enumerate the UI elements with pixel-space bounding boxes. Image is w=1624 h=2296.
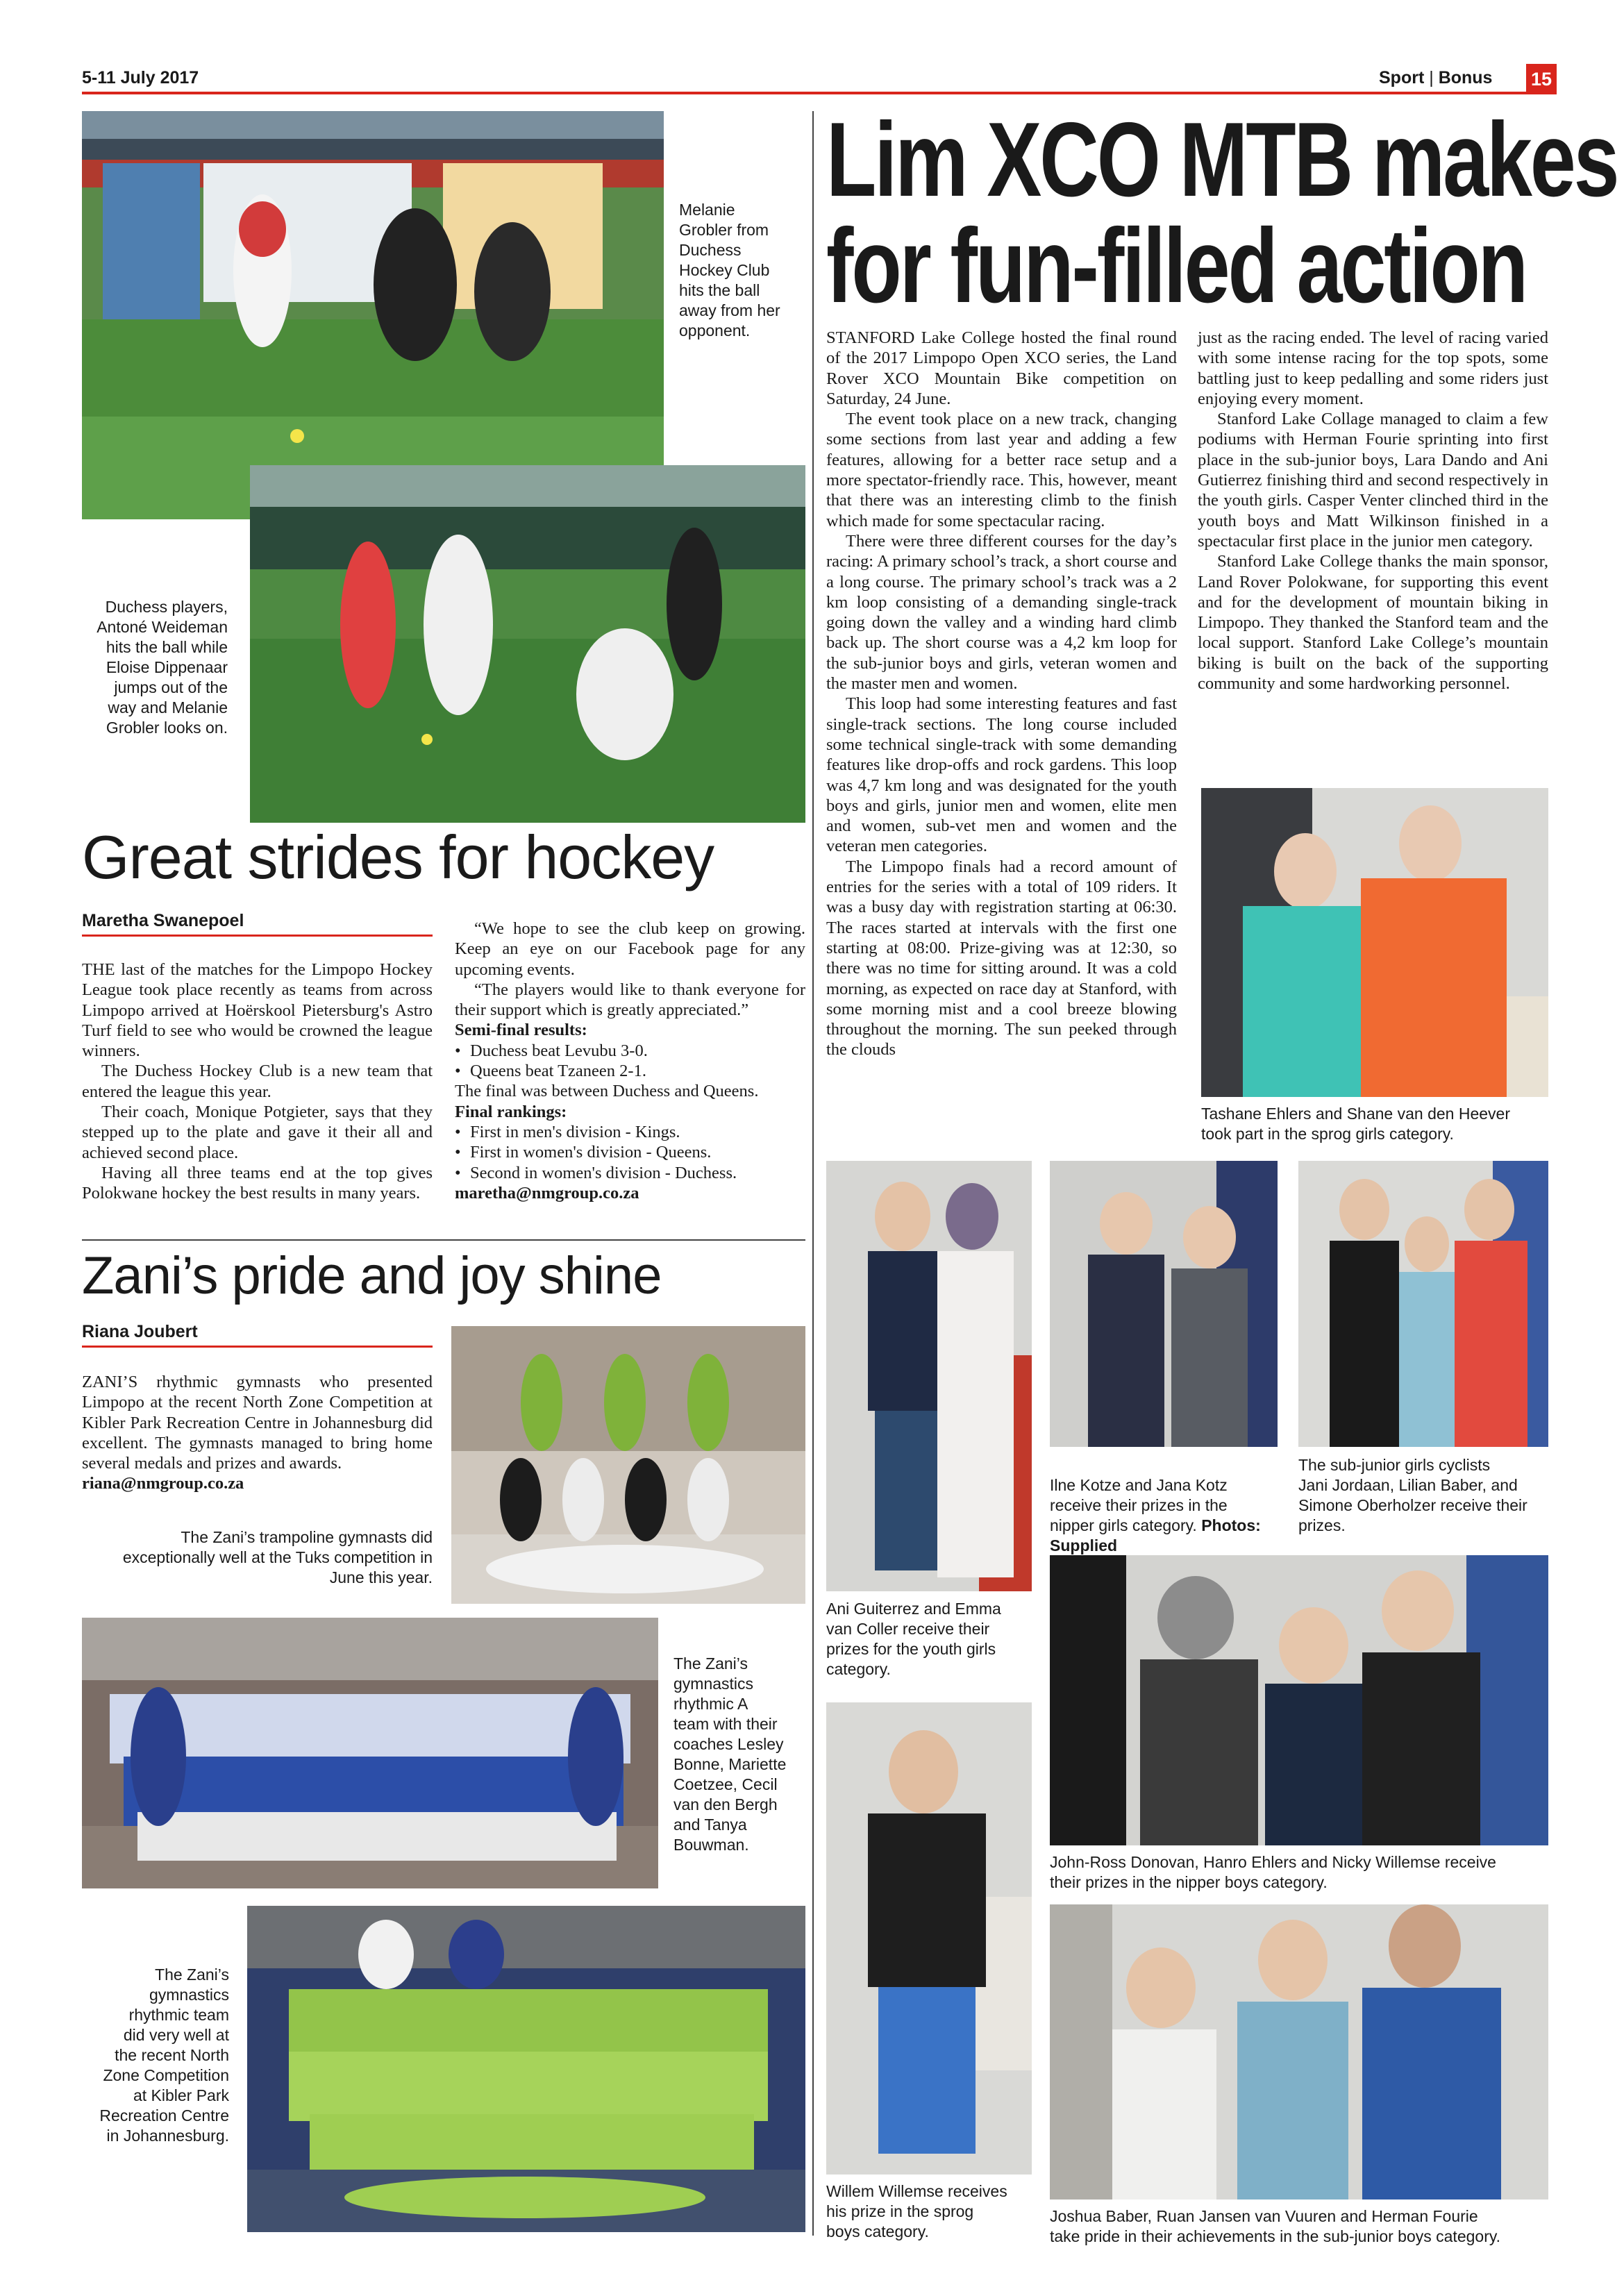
caption-nipper-girls [1050, 1455, 1286, 1556]
caption-subjunior-boys: Joshua Baber, Ruan Jansen van Vuuren and Herman Fourie take pride in their achievements in the sub-junior boys category. [1050, 2207, 1501, 2245]
mtb-column-1 [826, 328, 1177, 1060]
mtb-para-4: This loop had some interesting features and fast single-track sections. The long course included some technical single-track with some demanding features like drop-offs and rock gardens. This loop was 4,7 km long and was designated for the youth boys and girls, junior men and women, elite men and women, sub-vet men and women and the veteran men categories. [826, 694, 1177, 856]
mtb-para-7: Stanford Lake Collage managed to claim a few podiums with Herman Fourie sprinting into first place in the sub-junior boys, Lara Dando and Ani Gutierrez finishing third and second respectively in the youth girls. Casper Venter clinched third in the youth boys and Matt Wilkinson finished in a spectacular first place in the junior men category. [1198, 410, 1548, 551]
subsection-name: Bonus [1438, 68, 1493, 87]
sprog-girls-photo [1201, 788, 1548, 1097]
mtb-para-8: Stanford Lake College thanks the main sponsor, Land Rover Polokwane, for supporting this event and for the development of mountain biking in Limpopo. They thanked the Stanford team and the local support. Stanford Lake College’s mountain biking is built on the back of the supporting community and some hardworking personnel. [1198, 552, 1548, 694]
final-line: The final was between Duchess and Queens. [455, 1082, 759, 1101]
hockey-column-2 [455, 919, 805, 1203]
caption-subjunior-girls: The sub-junior girls cyclists Jani Jordaan, Lilian Baber, and Simone Oberholzer receive their prizes. [1298, 1456, 1527, 1534]
zani-headline: Zani’s pride and joy shine [82, 1246, 662, 1305]
rankings-heading: Final rankings: [455, 1102, 567, 1121]
caption-nipper-girls-text: Ilne Kotze and Jana Kotz receive their prizes in the nipper girls category. [1050, 1476, 1228, 1534]
caption-youth-girls: Ani Guiterrez and Emma van Coller receive their prizes for the youth girls category. [826, 1600, 1001, 1678]
hockey-byline: Maretha Swanepoel [82, 911, 244, 930]
mtb-column-2 [1198, 328, 1548, 694]
issue-date: 5-11 July 2017 [82, 68, 199, 87]
rhythmic-team-photo [247, 1906, 805, 2232]
mtb-para-3: There were three different courses for the day’s racing: A primary school’s track, a short course and a long course. The primary school’s track was a 2 km loop consisting of a demanding single-track going down the valley and a winding hard climb back up. The short course was a 4,2 km loop for the sub-junior boys and girls, veteran women and the master men and women. [826, 531, 1177, 694]
ranking-item: • First in men's division - Kings. [455, 1122, 805, 1142]
column-divider [812, 111, 814, 2236]
mtb-para-5: The Limpopo finals had a record amount of entries for the series with a total of 109 riders. It was a busy day with registration starting at 06:30. The races started at intervals with the first one starting at 08:00. Prize-giving was at 12:30, so there was no time for sitting around. It was a cold morning, as expected on race day at Stanford, with some morning mist and a cool breeze blowing throughout the morning. The sun peeked through the clouds [826, 857, 1177, 1059]
hockey-caption-mid: Duchess players, Antoné Weideman hits the ball while Eloise Dippenaar jumps out of the way and Melanie Grobler looks on. [97, 598, 228, 737]
hockey-photo-1 [82, 111, 664, 519]
semi-final-heading: Semi-final results: [455, 1021, 587, 1040]
mtb-para-2: The event took place on a new track, changing some sections from last year and adding a few features, allowing for a better race setup and a more spectator-friendly race. This, however, meant that there was an interesting climb to the finish which made for some spectacular racing. [826, 410, 1177, 530]
caption-sprog-boy: Willem Willemse receives his prize in the sprog boys category. [826, 2182, 1007, 2240]
zani-caption-trampoline: The Zani’s trampoline gymnasts did exceptionally well at the Tuks competition in June this year. [122, 1528, 433, 1586]
caption-nipper-boys: John-Ross Donovan, Hanro Ehlers and Nicky Willemse receive their prizes in the nipper boys category. [1050, 1853, 1496, 1891]
zani-byline-rule [82, 1346, 433, 1348]
zani-byline: Riana Joubert [82, 1322, 198, 1341]
hockey-para-2: The Duchess Hockey Club is a new team that entered the league this year. [82, 1062, 433, 1101]
photos-credit-source: Supplied [1050, 1536, 1118, 1555]
ranking-item: • Second in women's division - Duchess. [455, 1163, 805, 1183]
section-divider: | [1429, 68, 1439, 87]
hockey-para-4: Having all three teams end at the top gives Polokwane hockey the best results in many years. [82, 1163, 433, 1203]
hockey-caption-top: Melanie Grobler from Duchess Hockey Club hits the ball away from her opponent. [679, 201, 780, 340]
caption-sprog-girls: Tashane Ehlers and Shane van den Heever took part in the sprog girls category. [1201, 1105, 1510, 1143]
mtb-headline-line-1: Lim XCO MTB makes [826, 101, 1618, 219]
semi-final-list [455, 1041, 805, 1082]
subjunior-boys-photo [1050, 1904, 1548, 2199]
hockey-para-1: THE last of the matches for the Limpopo Hockey League took place recently as teams from across Limpopo arrived at Hoërskool Pietersburg's Astro Turf field to see who would be crowned the league winners. [82, 960, 433, 1061]
nipper-boys-photo [1050, 1555, 1548, 1845]
sprog-boy-photo [826, 1702, 1032, 2175]
nipper-girls-photo [1050, 1161, 1278, 1447]
zani-author-email: riana@nmgroup.co.za [82, 1474, 244, 1493]
subjunior-girls-photo [1298, 1161, 1548, 1447]
hockey-headline: Great strides for hockey [82, 823, 714, 891]
rankings-list [455, 1122, 805, 1183]
ranking-item: • First in women's division - Queens. [455, 1142, 805, 1162]
hockey-quote-1: “We hope to see the club keep on growing. Keep an eye on our Facebook page for any upcoming events. [455, 919, 805, 979]
photos-credit-label: Photos: [1201, 1516, 1261, 1534]
header-rule [82, 92, 1557, 94]
zani-body [82, 1372, 433, 1494]
hockey-photo-2 [250, 465, 805, 823]
hockey-quote-2: “The players would like to thank everyone for their support which is greatly appreciated.” [455, 980, 805, 1020]
semi-final-item: • Queens beat Tzaneen 2-1. [455, 1061, 805, 1081]
zani-caption-team-a: The Zani’s gymnastics rhythmic A team with their coaches Lesley Bonne, Mariette Coetzee, Cecil van den Bergh and Tanya Bouwman. [673, 1654, 787, 1854]
mtb-headline-line-2: for fun-filled action [826, 207, 1527, 325]
youth-girls-photo [826, 1161, 1032, 1591]
hockey-para-3: Their coach, Monique Potgieter, says that they stepped up to the plate and gave it their all and achieved second place. [82, 1103, 433, 1162]
trampoline-team-photo [451, 1326, 805, 1604]
section-label [1379, 68, 1492, 88]
mtb-para-6: just as the racing ended. The level of racing varied with some intense racing for the top spots, some battling just to keep pedalling and some riders just enjoying every moment. [1198, 328, 1548, 408]
page-number-badge: 15 [1526, 64, 1557, 94]
mtb-para-1: STANFORD Lake College hosted the final round of the 2017 Limpopo Open XCO series, the Land Rover XCO Mountain Bike competition on Saturday, 24 June. [826, 328, 1177, 408]
hockey-bottom-rule [82, 1239, 805, 1241]
hockey-byline-rule [82, 935, 433, 937]
hockey-column-1 [82, 960, 433, 1204]
zani-para: ZANI’S rhythmic gymnasts who presented Limpopo at the recent North Zone Competition at Kibler Park Recreation Centre in Johannesburg did excellent. The gymnasts managed to bring home several medals and prizes and awards. [82, 1373, 433, 1473]
hockey-author-email: maretha@nmgroup.co.za [455, 1183, 639, 1203]
semi-final-item: • Duchess beat Levubu 3-0. [455, 1041, 805, 1061]
zani-caption-team: The Zani’s gymnastics rhythmic team did very well at the recent North Zone Competition at Kibler Park Recreation Centre in Johannesburg. [99, 1966, 229, 2145]
rhythmic-a-team-photo [82, 1618, 658, 1888]
section-name: Sport [1379, 68, 1425, 87]
